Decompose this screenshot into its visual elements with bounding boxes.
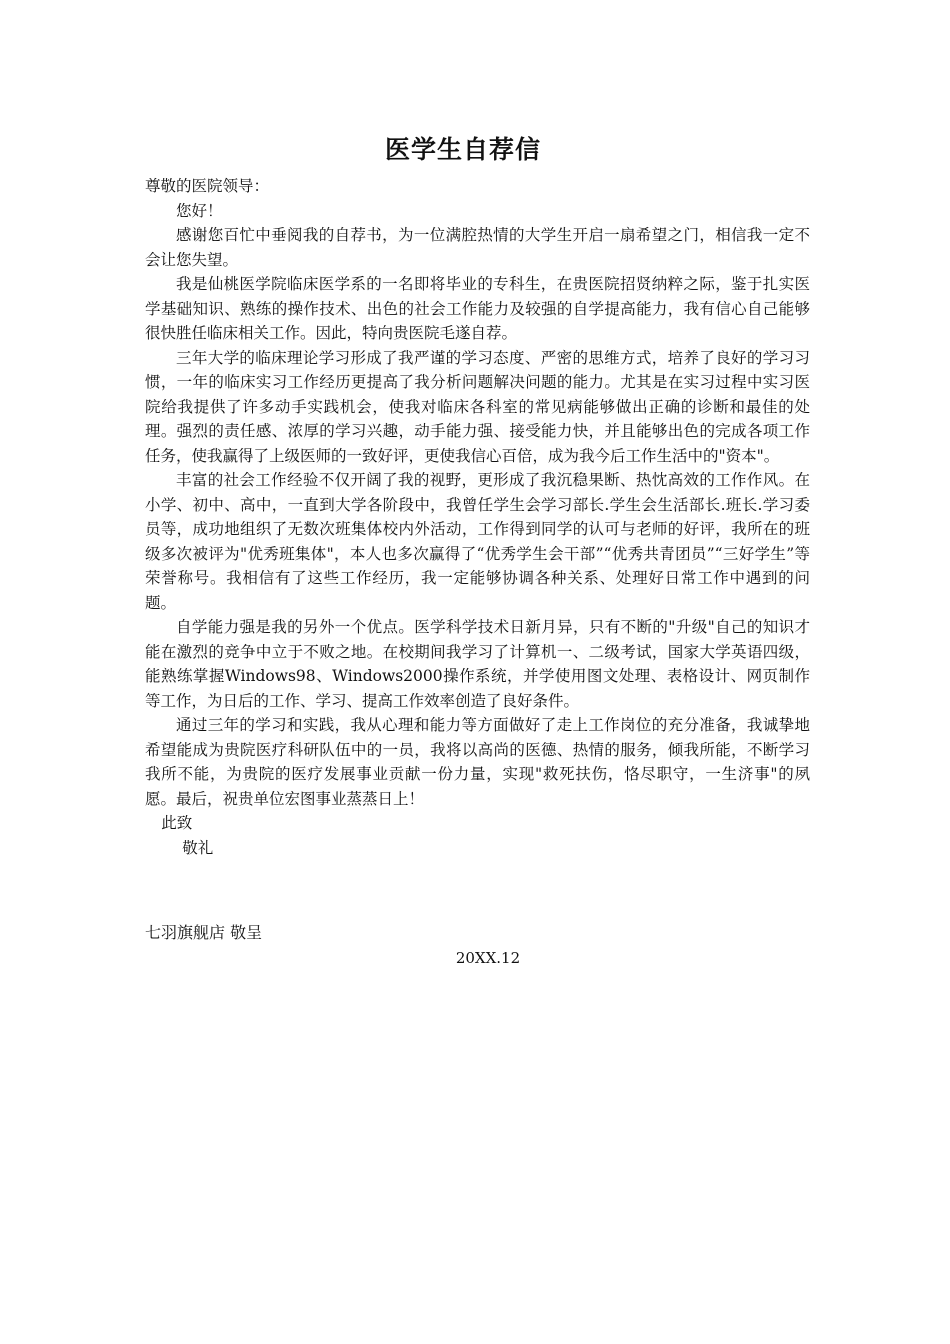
letter-body	[145, 174, 810, 860]
document-title: 医学生自荐信	[384, 135, 541, 164]
paragraph-5: 自学能力强是我的另外一个优点。医学科学技术日新月异，只有不断的"升级"自己的知识才能在激烈的竞争中立于不败之地。在校期间我学习了计算机一、二级考试，国家大学英语四级，能熟练掌握Windows98、Windows2000操作系统，并学使用图文处理、表格设计、网页制作等工作，为日后的工作、学习、提高工作效率创造了良好条件。	[145, 618, 810, 710]
date: 20XX.12	[455, 949, 521, 967]
signature: 七羽旗舰店 敬呈	[145, 923, 263, 942]
greeting: 尊敬的医院领导：	[145, 177, 270, 195]
closing-line-2: 敬礼	[182, 838, 214, 857]
paragraph-1: 感谢您百忙中垂阅我的自荐书，为一位满腔热情的大学生开启一扇希望之门，相信我一定不会让您失望。	[145, 226, 810, 269]
hello-line: 您好！	[176, 201, 223, 220]
closing-line-1: 此致	[161, 814, 193, 832]
paragraph-3: 三年大学的临床理论学习形成了我严谨的学习态度、严密的思维方式，培养了良好的学习习惯，一年的临床实习工作经历更提高了我分析问题解决问题的能力。尤其是在实习过程中实习医院给我提供了许多动手实践机会，使我对临床各科室的常见病能够做出正确的诊断和最佳的处理。强烈的责任感、浓厚的学习兴趣，动手能力强、接受能力快，并且能够出色的完成各项工作任务，使我赢得了上级医师的一致好评，更使我信心百倍，成为我今后工作生活中的"资本"。	[145, 348, 810, 465]
paragraph-4: 丰富的社会工作经验不仅开阔了我的视野，更形成了我沉稳果断、热忱高效的工作作风。在小学、初中、高中，一直到大学各阶段中，我曾任学生会学习部长.学生会生活部长.班长.学习委员等，成功地组织了无数次班集体校内外活动，工作得到同学的认可与老师的好评，我所在的班级多次被评为"优秀班集体"，本人也多次赢得了“优秀学生会干部”“优秀共青团员”“三好学生”等荣誉称号。我相信有了这些工作经历，我一定能够协调各种关系、处理好日常工作中遇到的问题。	[145, 471, 810, 612]
paragraph-2: 我是仙桃医学院临床医学系的一名即将毕业的专科生，在贵医院招贤纳粹之际，鉴于扎实医学基础知识、熟练的操作技术、出色的社会工作能力及较强的自学提高能力，我有信心自己能够很快胜任临床相关工作。因此，特向贵医院毛遂自荐。	[145, 275, 810, 342]
paragraph-6: 通过三年的学习和实践，我从心理和能力等方面做好了走上工作岗位的充分准备，我诚挚地希望能成为贵院医疗科研队伍中的一员，我将以高尚的医德、热情的服务，倾我所能，不断学习我所不能，为贵院的医疗发展事业贡献一份力量，实现"救死扶伤，恪尽职守，一生济事"的夙愿。最后，祝贵单位宏图事业蒸蒸日上！	[145, 716, 810, 808]
